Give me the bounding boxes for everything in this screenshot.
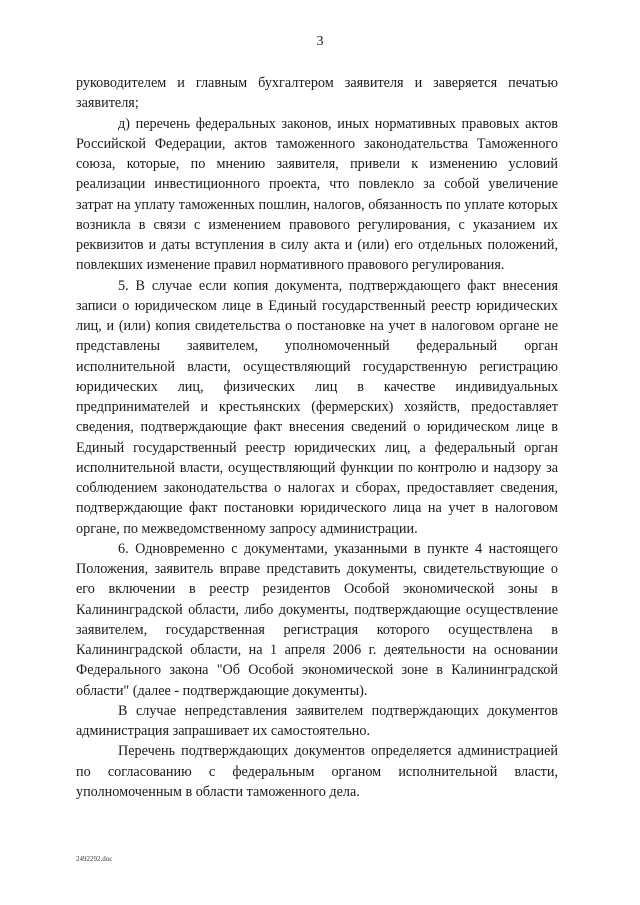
paragraph-non-submission: В случае непредставления заявителем подтверждающих документов администрация запрашивает их самостоятельно.	[76, 702, 558, 739]
paragraph-item-d: д) перечень федеральных законов, иных нормативных правовых актов Российской Федерации, актов таможенного законодательства Таможенного союза, которые, по мнению заявителя, привели к изменению условий реализации инвестиционного проекта, что повлекло за собой увеличение затрат на уплату таможенных пошлин, налогов, обязанность по уплате которых возникла в связи с изменением правового регулирования, с указанием их реквизитов и даты вступления в силу акта и (или) его отдельных положений, повлекших изменение правил нормативного правового регулирования.	[76, 115, 558, 274]
document-body	[76, 73, 558, 802]
footer-filename: 2492292.doc	[76, 855, 113, 863]
paragraph-point-6: 6. Одновременно с документами, указанными в пункте 4 настоящего Положения, заявитель вправе представить документы, свидетельствующие о его включении в реестр резидентов Особой экономической зоны в Калининградской области, либо документы, подтверждающие осуществление заявителем, государственная регистрация которого осуществлена в Калининградской области, на 1 апреля 2006 г. деятельности на основании Федерального закона "Об Особой экономической зоне в Калининградской области" (далее - подтверждающие документы).	[76, 540, 558, 699]
page-number: 3	[316, 34, 324, 49]
paragraph-continuation: руководителем и главным бухгалтером заявителя и заверяется печатью заявителя;	[76, 75, 558, 112]
paragraph-list-definition: Перечень подтверждающих документов определяется администрацией по согласованию с федеральным органом исполнительной власти, уполномоченным в области таможенного дела.	[76, 743, 558, 800]
paragraph-point-5: 5. В случае если копия документа, подтверждающего факт внесения записи о юридическом лице в Единый государственный реестр юридических лиц, и (или) копия свидетельства о постановке на учет в налоговом органе не представлены заявителем, уполномоченный федеральный орган исполнительной власти, осуществляющий государственную регистрацию юридических лиц, физических лиц в качестве индивидуальных предпринимателей и крестьянских (фермерских) хозяйств, предоставляет сведения, подтверждающие факт внесения сведений о юридическом лице в Единый государственный реестр юридических лиц, а федеральный орган исполнительной власти, осуществляющий функции по контролю и надзору за соблюдением законодательства о налогах и сборах, предоставляет сведения, подтверждающие факт постановки юридического лица на учет в налоговом органе, по межведомственному запросу администрации.	[76, 277, 558, 537]
